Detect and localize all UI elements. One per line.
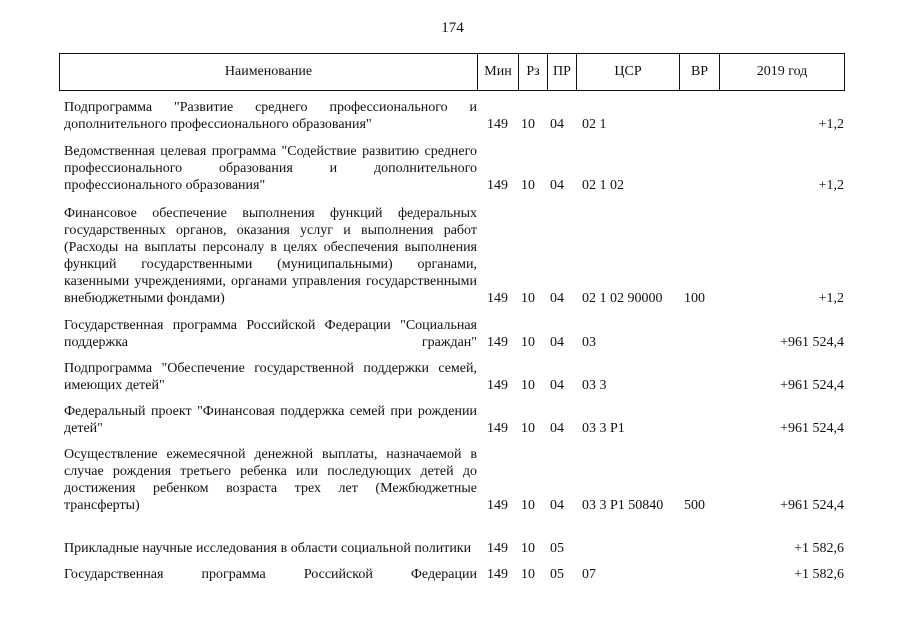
- header-csr: ЦСР: [577, 54, 680, 90]
- row-csr: 02 1 02: [582, 178, 624, 193]
- row-min: 149: [487, 421, 508, 436]
- page-number: 174: [441, 20, 464, 36]
- row-name: Осуществление ежемесячной денежной выплаты, назначаемой в случае рождения третьего ребенка или последующих детей до достижения ребенком возраста трех лет (Межбюджетные трансферты): [64, 447, 477, 513]
- header-rz: Рз: [519, 54, 548, 90]
- table-row: [59, 446, 845, 514]
- row-rz: 10: [521, 378, 535, 393]
- table-row: [59, 143, 845, 194]
- row-csr: 03: [582, 335, 596, 350]
- row-amount: +1,2: [818, 178, 844, 193]
- row-name: Ведомственная целевая программа "Содействие развитию среднего профессионального образования и дополнительного профессионального образования": [64, 144, 477, 193]
- row-amount: +961 524,4: [780, 378, 844, 393]
- row-pr: 05: [550, 541, 564, 556]
- row-csr: 03 3 P1: [582, 421, 625, 436]
- row-rz: 10: [521, 421, 535, 436]
- row-vr: 100: [684, 291, 705, 306]
- table-header: [59, 53, 845, 91]
- row-amount: +1 582,6: [794, 541, 844, 556]
- row-rz: 10: [521, 567, 535, 582]
- row-name: Финансовое обеспечение выполнения функций федеральных государственных органов, оказания услуг и выполнения работ (Расходы на выплаты персоналу в целях обеспечения выполнения функций государственными (муниципальными) органами, казенными учреждениями, органами управления государственными внебюджетными фондами): [64, 206, 477, 306]
- row-name: Государственная программа Российской Федерации: [64, 567, 477, 582]
- row-pr: 04: [550, 498, 564, 513]
- row-csr: 02 1 02 90000: [582, 291, 663, 306]
- table-row: [59, 566, 845, 583]
- row-rz: 10: [521, 498, 535, 513]
- header-year: 2019 год: [756, 64, 808, 79]
- row-name: Подпрограмма "Обеспечение государственной поддержки семей, имеющих детей": [64, 361, 477, 393]
- row-pr: 04: [550, 335, 564, 350]
- row-pr: 04: [550, 421, 564, 436]
- row-csr: 02 1: [582, 117, 607, 132]
- row-min: 149: [487, 541, 508, 556]
- row-min: 149: [487, 117, 508, 132]
- row-amount: +961 524,4: [780, 421, 844, 436]
- table-row: [59, 360, 845, 394]
- header-pr: ПР: [548, 54, 577, 90]
- row-rz: 10: [521, 335, 535, 350]
- row-min: 149: [487, 567, 508, 582]
- row-pr: 04: [550, 178, 564, 193]
- table-row: [59, 523, 845, 557]
- row-vr: 500: [684, 498, 705, 513]
- row-rz: 10: [521, 541, 535, 556]
- row-amount: +1,2: [818, 117, 844, 132]
- row-min: 149: [487, 178, 508, 193]
- header-vr: ВР: [680, 54, 720, 90]
- table-row: [59, 205, 845, 307]
- row-csr: 07: [582, 567, 596, 582]
- row-pr: 04: [550, 117, 564, 132]
- header-min: Мин: [478, 54, 519, 90]
- row-min: 149: [487, 498, 508, 513]
- row-min: 149: [487, 378, 508, 393]
- row-name: Государственная программа Российской Федерации "Социальная поддержка граждан": [64, 318, 477, 350]
- row-csr: 03 3: [582, 378, 607, 393]
- row-min: 149: [487, 335, 508, 350]
- row-rz: 10: [521, 178, 535, 193]
- row-amount: +1 582,6: [794, 567, 844, 582]
- row-name: Федеральный проект "Финансовая поддержка семей при рождении детей": [64, 404, 477, 436]
- table-row: [59, 99, 845, 133]
- table-row: [59, 403, 845, 437]
- row-pr: 04: [550, 378, 564, 393]
- row-min: 149: [487, 291, 508, 306]
- row-pr: 04: [550, 291, 564, 306]
- row-rz: 10: [521, 291, 535, 306]
- row-pr: 05: [550, 567, 564, 582]
- header-name: Наименование: [60, 54, 478, 90]
- row-amount: +961 524,4: [780, 498, 844, 513]
- row-csr: 03 3 P1 50840: [582, 498, 664, 513]
- row-name: Подпрограмма "Развитие среднего профессионального и дополнительного профессионального образования": [64, 100, 477, 132]
- row-name: Прикладные научные исследования в области социальной политики: [64, 541, 472, 556]
- row-amount: +1,2: [818, 291, 844, 306]
- row-amount: +961 524,4: [780, 335, 844, 350]
- row-rz: 10: [521, 117, 535, 132]
- table-row: [59, 317, 845, 351]
